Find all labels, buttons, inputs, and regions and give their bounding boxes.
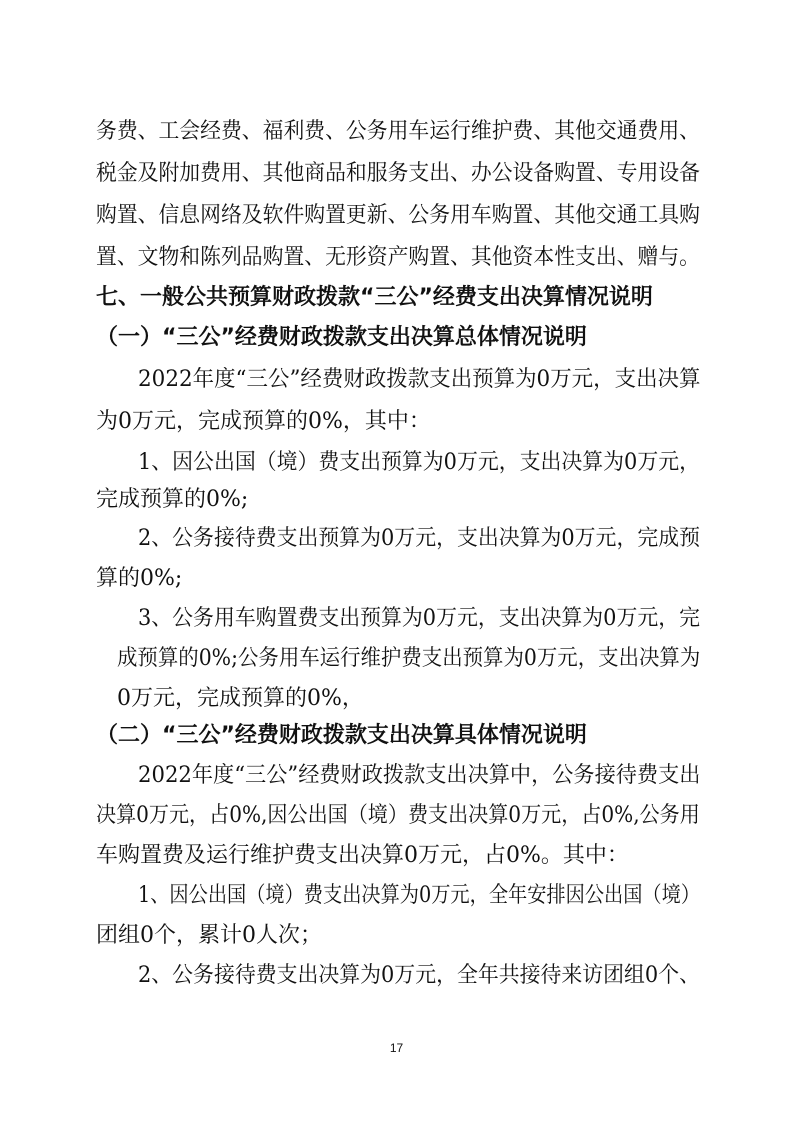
paragraph-line: 1、因公出国（境）费支出决算为0万元，全年安排因公出国（境） xyxy=(138,883,701,908)
paragraph-line: 算的0%; xyxy=(96,566,183,591)
paragraph-line: 务费、工会经费、福利费、公务用车运行维护费、其他交通费用、 xyxy=(96,119,701,144)
section-heading: 七、一般公共预算财政拨款“三公”经费支出决算情况说明 xyxy=(96,285,653,310)
paragraph-line: 税金及附加费用、其他商品和服务支出、办公设备购置、专用设备 xyxy=(96,161,701,186)
paragraph-line: 置、文物和陈列品购置、无形资产购置、其他资本性支出、赠与。 xyxy=(96,245,701,270)
paragraph-line: 2022年度“三公”经费财政拨款支出决算中，公务接待费支出 xyxy=(138,763,701,788)
page-number: 17 xyxy=(389,1041,404,1055)
paragraph-line: 完成预算的0%; xyxy=(96,487,249,512)
subsection-heading: （一）“三公”经费财政拨款支出决算总体情况说明 xyxy=(96,325,587,350)
paragraph-line: 团组0个，累计0人次； xyxy=(96,923,322,948)
paragraph-line: 0万元，完成预算的0%， xyxy=(117,686,364,711)
paragraph-line: 2、公务接待费支出预算为0万元，支出决算为0万元，完成预 xyxy=(138,526,700,551)
paragraph-line: 车购置费及运行维护费支出决算0万元，占0%。其中： xyxy=(96,843,629,868)
paragraph-line: 3、公务用车购置费支出预算为0万元，支出决算为0万元，完 xyxy=(138,606,700,631)
paragraph-line: 1、因公出国（境）费支出预算为0万元，支出决算为0万元， xyxy=(138,450,700,475)
paragraph-line: 购置、信息网络及软件购置更新、公务用车购置、其他交通工具购 xyxy=(96,203,701,228)
paragraph-line: 决算0万元，占0%,因公出国（境）费支出决算0万元，占0%,公务用 xyxy=(96,803,700,828)
subsection-heading: （二）“三公”经费财政拨款支出决算具体情况说明 xyxy=(96,723,587,748)
paragraph-line: 2、公务接待费支出决算为0万元，全年共接待来访团组0个、 xyxy=(138,963,700,988)
paragraph-line: 为0万元，完成预算的0%，其中： xyxy=(96,409,431,434)
paragraph-line: 成预算的0%;公务用车运行维护费支出预算为0万元，支出决算为 xyxy=(117,646,701,671)
paragraph-line: 2022年度“三公”经费财政拨款支出预算为0万元，支出决算 xyxy=(138,367,701,392)
